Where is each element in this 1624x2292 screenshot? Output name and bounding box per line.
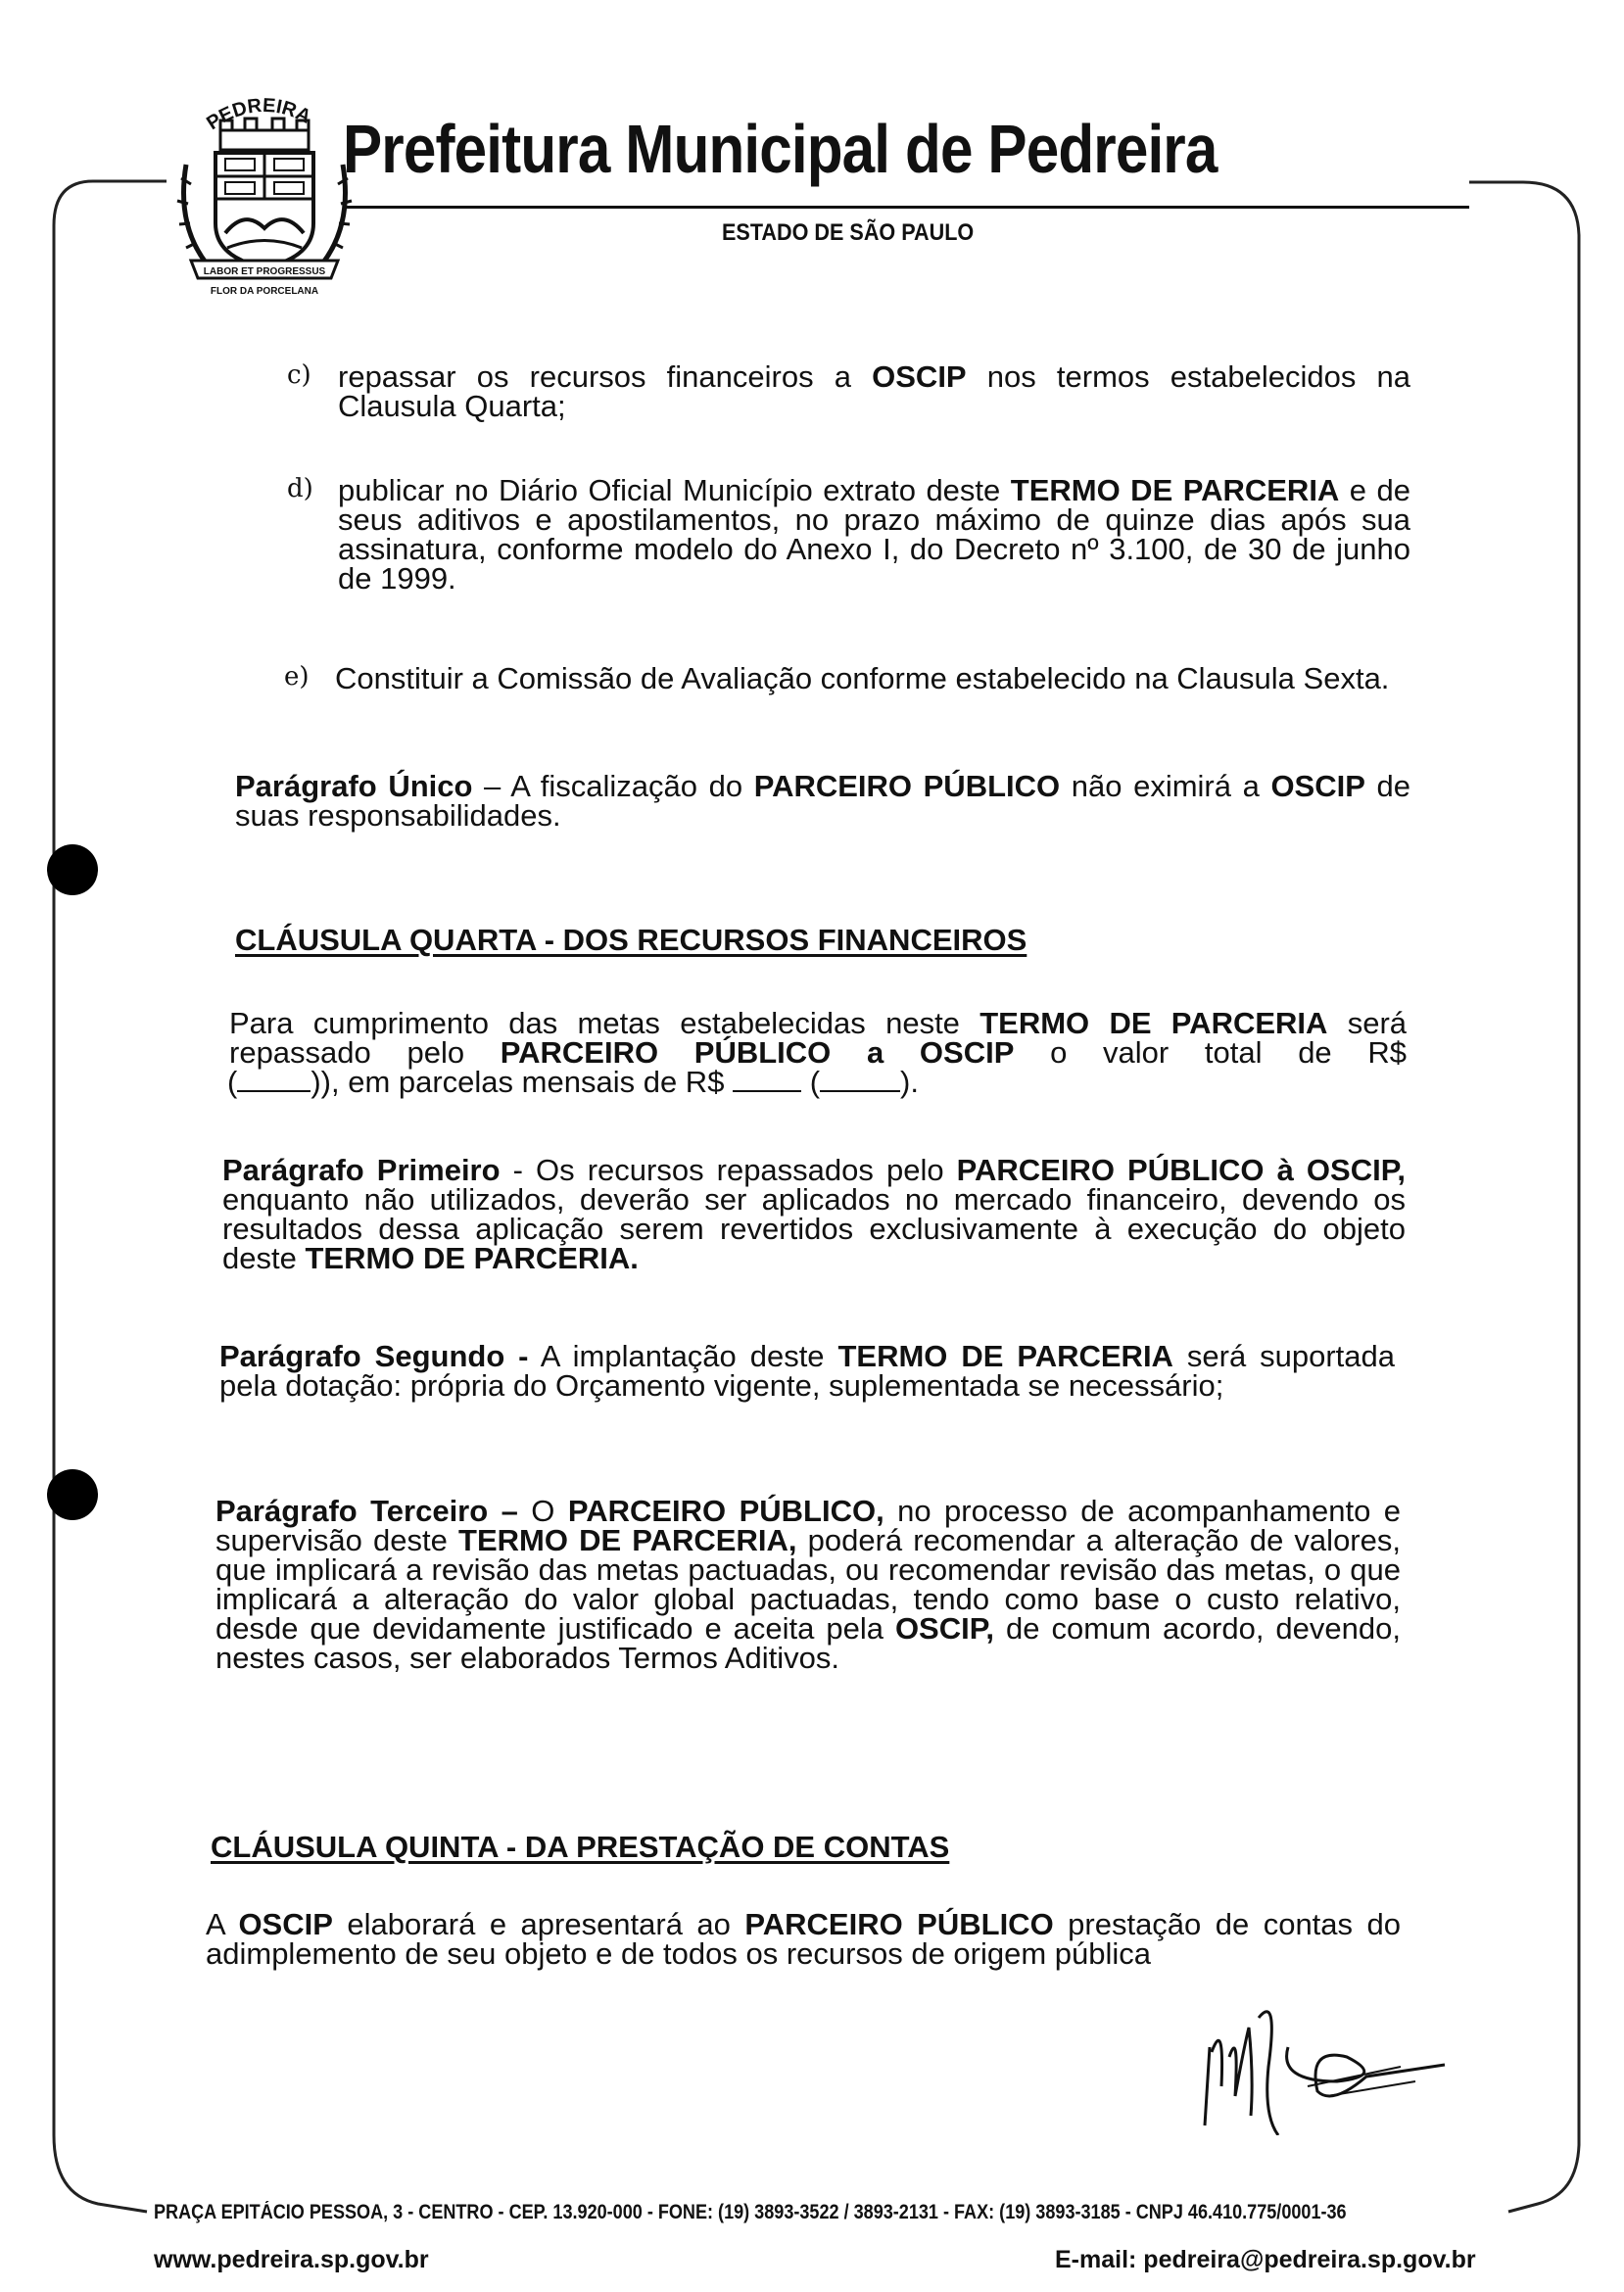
text-segment: OSCIP — [872, 359, 967, 394]
text-segment: Parágrafo Único — [235, 769, 473, 803]
item-d-marker: d) — [287, 474, 313, 503]
text-segment: poderá recomendar a alteração de valores, que implicará a revisão das metas pactuadas, ou recomendar revisão das metas, o que implicará a alteração do valor global pactuadas, tendo como base o custo relativo, desde que devidamente justificado e aceita pela — [215, 1523, 1401, 1646]
text-segment: publicar no Diário Oficial Município extrato deste — [338, 473, 1011, 507]
item-e-text — [335, 661, 1410, 695]
text-segment: no processo de acompanhamento e supervisão deste — [215, 1494, 1401, 1557]
text-segment: TERMO DE PARCERIA — [979, 1006, 1328, 1040]
text-segment: PARCEIRO PÚBLICO à OSCIP, — [956, 1153, 1406, 1187]
paragrafo-unico — [235, 769, 1410, 833]
text-segment: será suportada pela dotação: própria do Orçamento vigente, suplementada se necessário; — [219, 1339, 1395, 1403]
punch-hole-bottom — [47, 1469, 98, 1520]
text-segment: OSCIP — [1270, 769, 1365, 803]
crest-bottom-text: FLOR DA PORCELANA — [210, 286, 319, 297]
text-segment: - Os recursos repassados pelo — [500, 1153, 957, 1187]
text-segment: enquanto não utilizados, deverão ser aplicados no mercado financeiro, devendo os resultados dessa aplicação serem revertidos exclusivamente à execução do objeto deste — [222, 1182, 1406, 1275]
text-segment: A implantação deste — [528, 1339, 838, 1373]
text-segment: OSCIP, — [894, 1611, 995, 1646]
text-segment: Para cumprimento das metas estabelecidas neste — [229, 1006, 980, 1040]
text-segment: A — [206, 1907, 239, 1941]
item-d-text — [338, 473, 1411, 596]
text-segment: O — [517, 1494, 568, 1528]
text-segment: elaborará e apresentará ao — [332, 1907, 745, 1941]
footer-email[interactable]: E-mail: pedreira@pedreira.sp.gov.br — [1055, 2246, 1476, 2273]
text-segment: Parágrafo Terceiro – — [215, 1494, 518, 1528]
clausula-quarta-heading: CLÁUSULA QUARTA - DOS RECURSOS FINANCEIROS — [235, 923, 1027, 957]
page-title: Prefeitura Municipal de Pedreira — [343, 111, 1218, 187]
text-segment: TERMO DE PARCERIA, — [458, 1523, 797, 1557]
clausula-quinta-heading: CLÁUSULA QUINTA - DA PRESTAÇÃO DE CONTAS — [211, 1830, 950, 1864]
text-segment: TERMO DE PARCERIA. — [305, 1241, 639, 1275]
footer-website[interactable]: www.pedreira.sp.gov.br — [154, 2246, 429, 2273]
punch-hole-top — [47, 844, 98, 895]
coat-of-arms-logo — [167, 86, 362, 302]
item-c-text — [338, 359, 1410, 423]
text-segment: – A fiscalização do — [472, 769, 754, 803]
footer-address: PRAÇA EPITÁCIO PESSOA, 3 - CENTRO - CEP. 13.920-000 - FONE: (19) 3893-3522 / 3893-2131 - FAX: (19) 3893-3185 - CNPJ 46.410.775/0001-36 — [154, 2201, 1347, 2223]
text-segment: PARCEIRO PÚBLICO a OSCIP — [500, 1035, 1015, 1070]
text-segment: OSCIP — [238, 1907, 333, 1941]
text-segment: será repassado pelo — [229, 1006, 1408, 1070]
paragrafo-primeiro — [222, 1153, 1406, 1275]
text-segment: e de seus aditivos e apostilamentos, no prazo máximo de quinze dias após sua assinatura, conforme modelo do Anexo I, do Decreto nº 3.100, de 30 de junho de 1999. — [338, 473, 1411, 596]
text-segment: não eximirá a — [1060, 769, 1271, 803]
item-c-marker: c) — [287, 360, 311, 390]
text-segment: nos termos estabelecidos na Clausula Quarta; — [338, 359, 1410, 423]
text-segment: de suas responsabilidades. — [235, 769, 1410, 833]
text-segment: PARCEIRO PÚBLICO — [753, 769, 1061, 803]
paragrafo-terceiro — [215, 1494, 1401, 1675]
clausula-quinta-body — [206, 1907, 1401, 1971]
text-segment: de comum acordo, devendo, nestes casos, ser elaborados Termos Aditivos. — [215, 1611, 1401, 1675]
crest-banner-text: LABOR ET PROGRESSUS — [203, 266, 326, 277]
text-segment: o valor total de R$ — [1014, 1035, 1407, 1070]
header-rule — [345, 206, 1469, 209]
text-segment: PARCEIRO PÚBLICO — [744, 1907, 1054, 1941]
clausula-quarta-intro — [229, 1006, 1408, 1070]
handwritten-signature — [1190, 1988, 1484, 2135]
text-segment: PARCEIRO PÚBLICO, — [567, 1494, 884, 1528]
crest-top-text: PEDREIRA — [203, 94, 314, 135]
text-segment: TERMO DE PARCERIA — [1010, 473, 1340, 507]
text-segment: repassar os recursos financeiros a — [338, 359, 873, 394]
text-segment: Constituir a Comissão de Avaliação conforme estabelecido na Clausula Sexta. — [335, 661, 1390, 695]
text-segment: TERMO DE PARCERIA — [837, 1339, 1173, 1373]
text-segment: Parágrafo Primeiro — [222, 1153, 501, 1187]
item-e-marker: e) — [284, 662, 310, 692]
page-subtitle: ESTADO DE SÃO PAULO — [722, 219, 975, 246]
text-segment: prestação de contas do adimplemento de seu objeto e de todos os recursos de origem pública — [206, 1907, 1401, 1971]
clausula-quarta-intro-values: ( )), em parcelas mensais de R$ ( ). — [227, 1065, 919, 1099]
text-segment: Parágrafo Segundo - — [219, 1339, 529, 1373]
paragrafo-segundo — [219, 1339, 1395, 1403]
